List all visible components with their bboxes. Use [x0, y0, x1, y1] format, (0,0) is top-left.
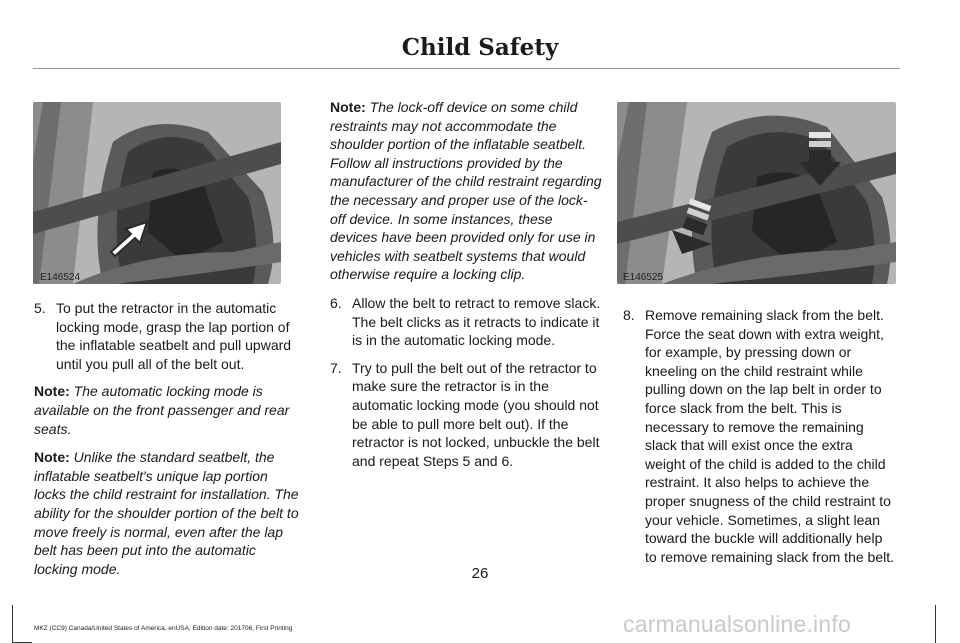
child-seat-illustration-right [617, 102, 896, 284]
note-paragraph [330, 98, 602, 284]
note-label: Note: [34, 449, 70, 466]
note-label: Note: [330, 99, 366, 115]
step-text: To put the retractor in the automatic locking mode, grasp the lap portion of the inflatable seatbelt and pull upward until you pull all of the belt out. [56, 300, 292, 372]
step-6 [330, 294, 602, 350]
note-paragraph [34, 382, 302, 438]
step-text: Allow the belt to retract to remove slack. The belt clicks as it retracts to indicate it is in the automatic locking mode. [352, 294, 601, 349]
figure-id-right: E146525 [623, 272, 664, 283]
middle-column [330, 98, 602, 479]
note-text: The lock-off device on some child restraints may not accommodate the shoulder portion of the inflatable seatbelt. Follow all instructions provided by the manufacturer of the child restraint regarding the necessary and proper use of the lock-off device. In some instances, these devices have been provided only for use in vehicles with seatbelt systems that would otherwise require a locking clip. [330, 99, 602, 283]
step-text: Try to pull the belt out of the retractor to make sure the retractor is in the automatic locking mode (you should not be able to pull more belt out). If the retractor is not locked, unbuckle the belt and repeat Steps 5 and 6. [352, 359, 600, 469]
crop-mark [12, 605, 13, 643]
step-number: 8. [623, 307, 635, 323]
seat-pull-up-drawing [33, 102, 281, 284]
seat-push-down-drawing [617, 102, 896, 284]
step-8 [623, 306, 897, 566]
watermark: carmanualsonline.info [623, 611, 851, 637]
step-number: 7. [330, 359, 342, 376]
note-label: Note: [34, 383, 70, 400]
note-text: Unlike the standard seatbelt, the inflatable seatbelt's unique lap portion locks the child restraint for installation. The ability for the shoulder portion of the belt to move freely is normal, even after the lap belt has been put into the automatic locking mode. [34, 449, 299, 577]
step-7 [330, 359, 602, 471]
page-title: Child Safety [401, 34, 559, 61]
step-text: Remove remaining slack from the belt. Force the seat down with extra weight, for example, by pressing down or kneeling on the child restraint while pulling down on the lap belt in order to force slack from the belt. This is necessary to remove the remaining slack that will exist once the extra weight of the child is added to the child restraint. It also helps to achieve the proper snugness of the child restraint to your vehicle. Sometimes, a slight lean toward the buckle will additionally help to remove remaining slack from the belt. [645, 307, 894, 565]
step-number: 6. [330, 294, 342, 311]
child-seat-illustration-left [33, 102, 281, 284]
right-column [623, 306, 897, 575]
step-number: 5. [34, 300, 46, 316]
figure-id-left: E146524 [40, 272, 81, 283]
crop-mark [935, 605, 936, 643]
header-rule [33, 68, 900, 69]
footer-edition-info: MKZ (CC9) Canada/United States of America, enUSA, Edition date: 201706, First Printing [34, 625, 293, 632]
page-number: 26 [471, 565, 489, 582]
left-column [34, 299, 302, 588]
step-5 [34, 299, 302, 373]
note-paragraph [34, 448, 302, 578]
note-text: The automatic locking mode is available on the front passenger and rear seats. [34, 383, 290, 437]
